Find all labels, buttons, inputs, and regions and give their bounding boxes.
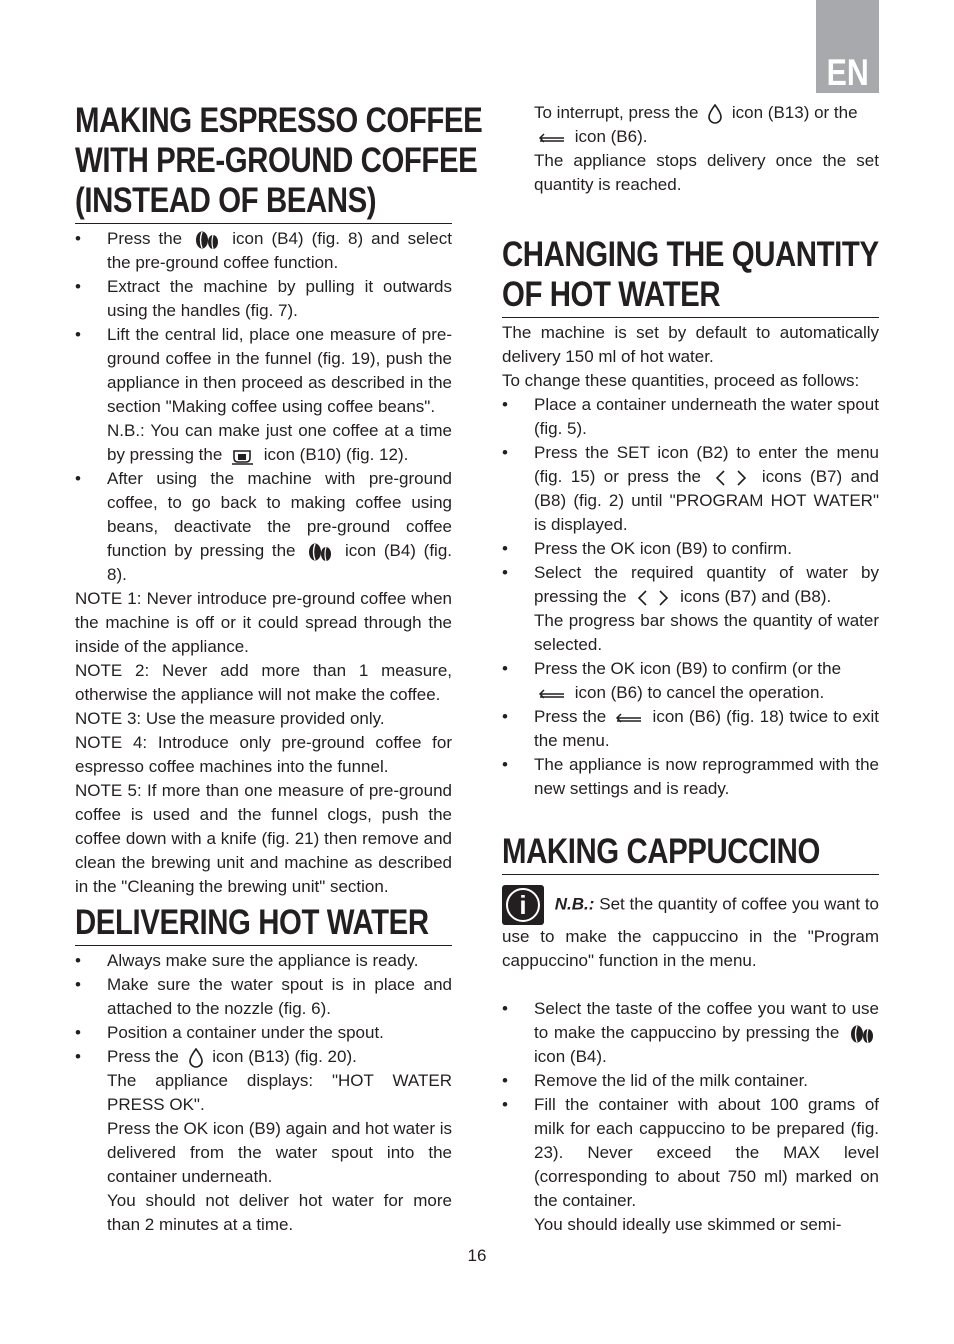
coffee-beans-icon — [194, 230, 220, 250]
section-title-preground: MAKING ESPRESSO COFFEE WITH PRE-GROUND COFFEE (INSTEAD OF BEANS) — [75, 101, 452, 224]
note-1: NOTE 1: Never introduce pre-ground coffee when the machine is off or it could spread through the inside of the appliance. — [75, 589, 452, 656]
section-change-quantity — [502, 235, 879, 801]
language-tab: EN — [816, 0, 879, 93]
list-item: • Fill the container with about 100 grams of milk for each cappuccino to be prepared (fig. 23). Never exceed the MAX level (corresponding to about 750 ml) marked on the container. — [502, 1093, 879, 1213]
list-item: • Press the icon (B6) (fig. 18) twice to exit the menu. — [502, 705, 879, 753]
list-item: • Place a container underneath the water spout (fig. 5). — [502, 393, 879, 441]
back-arrow-icon — [538, 688, 566, 700]
section-title-hot-water: DELIVERING HOT WATER — [75, 903, 452, 946]
section-title-cappuccino: MAKING CAPPUCCINO — [502, 832, 879, 875]
list-item-detail: The appliance displays: "HOT WATER PRESS OK". — [107, 1071, 452, 1114]
back-arrow-icon — [538, 132, 566, 144]
instruction-paragraph: To change these quantities, proceed as follows: — [502, 371, 860, 390]
list-item: • After using the machine with pre-ground coffee, to go back to making coffee using beans, deactivate the pre-ground coffee function by pressing the icon (B4) (fig. 8). — [75, 467, 452, 587]
water-drop-icon — [707, 104, 723, 124]
list-item: • Select the required quantity of water by pressing the icons (B7) and (B8). — [502, 561, 879, 609]
stop-paragraph: The appliance stops delivery once the set quantity is reached. — [534, 151, 879, 194]
section-hot-water — [75, 903, 452, 1237]
list-item: • Press the icon (B4) (fig. 8) and select the pre-ground coffee function. — [75, 227, 452, 275]
list-item-detail: Press the OK icon (B9) again and hot water is delivered from the water spout into the container underneath. — [107, 1119, 452, 1186]
single-coffee-cup-icon — [231, 447, 255, 465]
section-title-change-quantity: CHANGING THE QUANTITY OF HOT WATER — [502, 235, 879, 318]
coffee-beans-icon — [307, 542, 333, 562]
hot-water-list — [75, 949, 452, 1237]
coffee-beans-icon — [849, 1024, 875, 1044]
interrupt-paragraph: To interrupt, press the icon (B13) or the icon (B6). — [534, 103, 858, 146]
preground-list — [75, 227, 452, 587]
nb-paragraph: i N.B.: Set the quantity of coffee you want to use to make the cappuccino in the "Program cappuccino" function in the menu. — [502, 885, 879, 973]
list-item: • Press the SET icon (B2) to enter the menu (fig. 15) or press the icons (B7) and (B8) (fig. 2) until "PROGRAM HOT WATER" is displayed. — [502, 441, 879, 537]
list-item: • Make sure the water spout is in place and attached to the nozzle (fig. 6). — [75, 973, 452, 1021]
info-icon: i — [502, 885, 544, 925]
left-right-arrows-icon — [713, 468, 749, 488]
note-4: NOTE 4: Introduce only pre-ground coffee for espresso coffee machines into the funnel. — [75, 733, 452, 776]
left-right-arrows-icon — [635, 588, 671, 608]
water-drop-icon — [188, 1048, 204, 1068]
note-2: NOTE 2: Never add more than 1 measure, otherwise the appliance will not make the coffee. — [75, 661, 452, 704]
list-item: • Remove the lid of the milk container. — [502, 1069, 879, 1093]
list-item: • Press the icon (B13) (fig. 20). — [75, 1045, 452, 1069]
default-paragraph: The machine is set by default to automatically delivery 150 ml of hot water. — [502, 323, 879, 366]
section-cappuccino — [502, 832, 879, 1237]
list-item: • The appliance is now reprogrammed with the new settings and is ready. — [502, 753, 879, 801]
change-quantity-list — [502, 393, 879, 801]
list-item: • Lift the central lid, place one measure of pre-ground coffee in the funnel (fig. 19), push the appliance in then proceed as described in the section "Making coffee using coffee beans". — [75, 323, 452, 419]
list-item: • Extract the machine by pulling it outwards using the handles (fig. 7). — [75, 275, 452, 323]
note-3: NOTE 3: Use the measure provided only. — [75, 709, 385, 728]
list-item: • Press the OK icon (B9) to confirm (or the icon (B6) to cancel the operation. — [502, 657, 879, 705]
list-item: • Position a container under the spout. — [75, 1021, 452, 1045]
note-5: NOTE 5: If more than one measure of pre-ground coffee is used and the funnel clogs, push the coffee down with a knife (fig. 21) then remove and clean the brewing unit and machine as described in the "Cleaning the brewing unit" section. — [75, 781, 452, 896]
list-item-detail: You should ideally use skimmed or semi- — [534, 1215, 842, 1234]
list-item: • Always make sure the appliance is ready. — [75, 949, 452, 973]
continued-text — [502, 101, 879, 197]
list-item: • Press the OK icon (B9) to confirm. — [502, 537, 879, 561]
section-preground — [75, 101, 483, 899]
list-item-detail: The progress bar shows the quantity of water selected. — [534, 611, 879, 654]
list-item-detail: You should not deliver hot water for more than 2 minutes at a time. — [107, 1191, 452, 1234]
list-item-note: N.B.: You can make just one coffee at a time by pressing the icon (B10) (fig. 12). — [107, 421, 452, 464]
list-item: • Select the taste of the coffee you want to use to make the cappuccino by pressing the icon (B4). — [502, 997, 879, 1069]
cappuccino-list — [502, 997, 879, 1237]
back-arrow-icon — [615, 712, 643, 724]
page-number: 16 — [467, 1246, 487, 1265]
